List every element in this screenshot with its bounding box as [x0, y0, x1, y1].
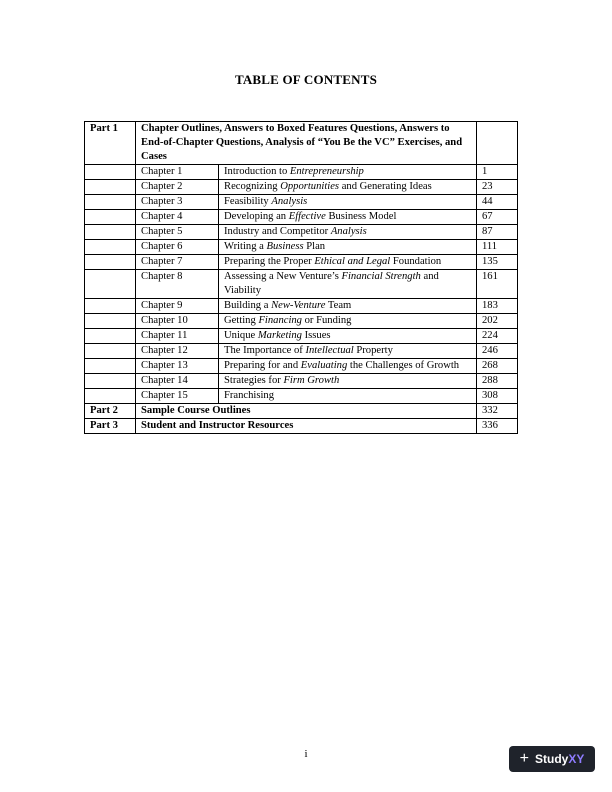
- chapter-label: Chapter 13: [136, 359, 219, 374]
- chapter-title-emphasis: Effective: [288, 211, 326, 222]
- page-title: TABLE OF CONTENTS: [234, 72, 378, 87]
- chapter-title: [219, 195, 477, 210]
- chapter-label: Chapter 9: [136, 299, 219, 314]
- chapter-title: [219, 299, 477, 314]
- part-spacer: [85, 165, 136, 180]
- chapter-page: 44: [477, 195, 518, 210]
- chapter-title-emphasis: Opportunities: [280, 181, 340, 192]
- chapter-title-text: Industry and Competitor: [224, 226, 331, 237]
- chapter-label: Chapter 2: [136, 180, 219, 195]
- part-row: [85, 419, 518, 434]
- chapter-title-text: Preparing for and: [224, 360, 301, 371]
- chapter-row: [85, 210, 518, 225]
- chapter-title: [219, 329, 477, 344]
- chapter-page: 23: [477, 180, 518, 195]
- chapter-label: Chapter 1: [136, 165, 219, 180]
- chapter-title: [219, 359, 477, 374]
- part-spacer: [85, 359, 136, 374]
- chapter-page: 1: [477, 165, 518, 180]
- chapter-title-emphasis: Evaluating: [300, 360, 348, 371]
- chapter-title-emphasis: Business: [266, 241, 304, 252]
- chapter-title-text: Introduction to: [224, 166, 290, 177]
- chapter-page: 87: [477, 225, 518, 240]
- chapter-title-text: Feasibility: [224, 196, 272, 207]
- chapter-label: Chapter 3: [136, 195, 219, 210]
- chapter-title-text: Strategies for: [224, 375, 284, 386]
- chapter-page: 246: [477, 344, 518, 359]
- chapter-row: [85, 359, 518, 374]
- chapter-title-text: and Generating Ideas: [339, 181, 432, 192]
- chapter-page: 135: [477, 255, 518, 270]
- chapter-page: 202: [477, 314, 518, 329]
- part-spacer: [85, 374, 136, 389]
- chapter-title: [219, 165, 477, 180]
- chapter-title-text: Team: [325, 300, 352, 311]
- chapter-title-emphasis: Firm Growth: [283, 375, 340, 386]
- chapter-title-text: Business Model: [325, 211, 397, 222]
- part-spacer: [85, 240, 136, 255]
- chapter-title-text: Writing a: [224, 241, 267, 252]
- chapter-label: Chapter 5: [136, 225, 219, 240]
- chapter-row: [85, 329, 518, 344]
- chapter-row: [85, 374, 518, 389]
- chapter-title-emphasis: Financial Strength: [341, 271, 421, 282]
- part-spacer: [85, 255, 136, 270]
- chapter-title-text: Preparing the Proper: [224, 256, 315, 267]
- studyxy-watermark: [509, 746, 595, 772]
- chapter-title-text: The Importance of: [224, 345, 306, 356]
- chapter-title-emphasis: Analysis: [271, 196, 308, 207]
- chapter-title-text: Plan: [303, 241, 326, 252]
- page-number: i: [304, 748, 308, 760]
- part-spacer: [85, 270, 136, 299]
- chapter-title-text: Getting: [224, 315, 259, 326]
- chapter-title-emphasis: Marketing: [257, 330, 302, 341]
- chapter-page: 111: [477, 240, 518, 255]
- table-of-contents: [84, 121, 518, 434]
- chapter-page: 224: [477, 329, 518, 344]
- chapter-title-text: Unique: [224, 330, 258, 341]
- chapter-page: 161: [477, 270, 518, 299]
- part-page: 336: [477, 419, 518, 434]
- chapter-row: [85, 344, 518, 359]
- part-page: 332: [477, 404, 518, 419]
- part-page: [477, 122, 518, 165]
- part-spacer: [85, 210, 136, 225]
- chapter-row: [85, 195, 518, 210]
- chapter-title: [219, 180, 477, 195]
- chapter-page: 308: [477, 389, 518, 404]
- chapter-title-text: or Funding: [301, 315, 352, 326]
- watermark-brand: Study: [534, 752, 569, 766]
- chapter-title-text: Foundation: [390, 256, 442, 267]
- chapter-title: [219, 314, 477, 329]
- part-spacer: [85, 299, 136, 314]
- chapter-title-emphasis: Entrepreneurship: [289, 166, 364, 177]
- part-title: Sample Course Outlines: [136, 404, 477, 419]
- part-spacer: [85, 195, 136, 210]
- chapter-title: [219, 240, 477, 255]
- part-spacer: [85, 225, 136, 240]
- chapter-title-text: Franchising: [224, 390, 275, 401]
- chapter-title: [219, 374, 477, 389]
- chapter-title: [219, 270, 477, 299]
- chapter-title-emphasis: Financing: [258, 315, 302, 326]
- chapter-label: Chapter 15: [136, 389, 219, 404]
- part-spacer: [85, 314, 136, 329]
- chapter-title-text: Building a: [224, 300, 272, 311]
- chapter-title-text: Assessing a New Venture’s: [224, 271, 342, 282]
- chapter-page: 67: [477, 210, 518, 225]
- chapter-row: [85, 389, 518, 404]
- part-title: Chapter Outlines, Answers to Boxed Features Questions, Answers to End-of-Chapter Questions, Analysis of “You Be the VC” Exercises, and Cases: [136, 122, 477, 165]
- chapter-title: [219, 344, 477, 359]
- chapter-title: [219, 255, 477, 270]
- part-label: Part 3: [85, 419, 136, 434]
- chapter-title-emphasis: New-Venture: [271, 300, 326, 311]
- chapter-page: 288: [477, 374, 518, 389]
- toc-body: [85, 122, 518, 434]
- part-title: Student and Instructor Resources: [136, 419, 477, 434]
- chapter-page: 183: [477, 299, 518, 314]
- chapter-row: [85, 255, 518, 270]
- chapter-title-text: and Viability: [224, 271, 439, 296]
- chapter-title-text: Developing an: [224, 211, 289, 222]
- chapter-row: [85, 314, 518, 329]
- chapter-title-text: Issues: [301, 330, 331, 341]
- chapter-label: Chapter 6: [136, 240, 219, 255]
- chapter-page: 268: [477, 359, 518, 374]
- part-row: [85, 122, 518, 165]
- part-spacer: [85, 180, 136, 195]
- chapter-row: [85, 299, 518, 314]
- chapter-title-text: Recognizing: [224, 181, 281, 192]
- chapter-row: [85, 225, 518, 240]
- chapter-title-text: the Challenges of Growth: [347, 360, 460, 371]
- chapter-title-emphasis: Intellectual: [305, 345, 354, 356]
- chapter-row: [85, 270, 518, 299]
- chapter-row: [85, 165, 518, 180]
- chapter-label: Chapter 7: [136, 255, 219, 270]
- part-spacer: [85, 329, 136, 344]
- chapter-row: [85, 240, 518, 255]
- chapter-label: Chapter 11: [136, 329, 219, 344]
- chapter-label: Chapter 14: [136, 374, 219, 389]
- watermark-text: [535, 752, 584, 766]
- plus-icon: +: [519, 750, 529, 767]
- part-label: Part 2: [85, 404, 136, 419]
- chapter-title: [219, 210, 477, 225]
- part-spacer: [85, 344, 136, 359]
- chapter-title-emphasis: Ethical and Legal: [314, 256, 391, 267]
- chapter-title: [219, 389, 477, 404]
- chapter-title-emphasis: Analysis: [330, 226, 367, 237]
- chapter-label: Chapter 4: [136, 210, 219, 225]
- part-label: Part 1: [85, 122, 136, 165]
- chapter-title: [219, 225, 477, 240]
- watermark-brand-accent: XY: [568, 752, 585, 766]
- chapter-title-text: Property: [353, 345, 393, 356]
- chapter-label: Chapter 12: [136, 344, 219, 359]
- chapter-row: [85, 180, 518, 195]
- chapter-label: Chapter 8: [136, 270, 219, 299]
- chapter-label: Chapter 10: [136, 314, 219, 329]
- part-spacer: [85, 389, 136, 404]
- part-row: [85, 404, 518, 419]
